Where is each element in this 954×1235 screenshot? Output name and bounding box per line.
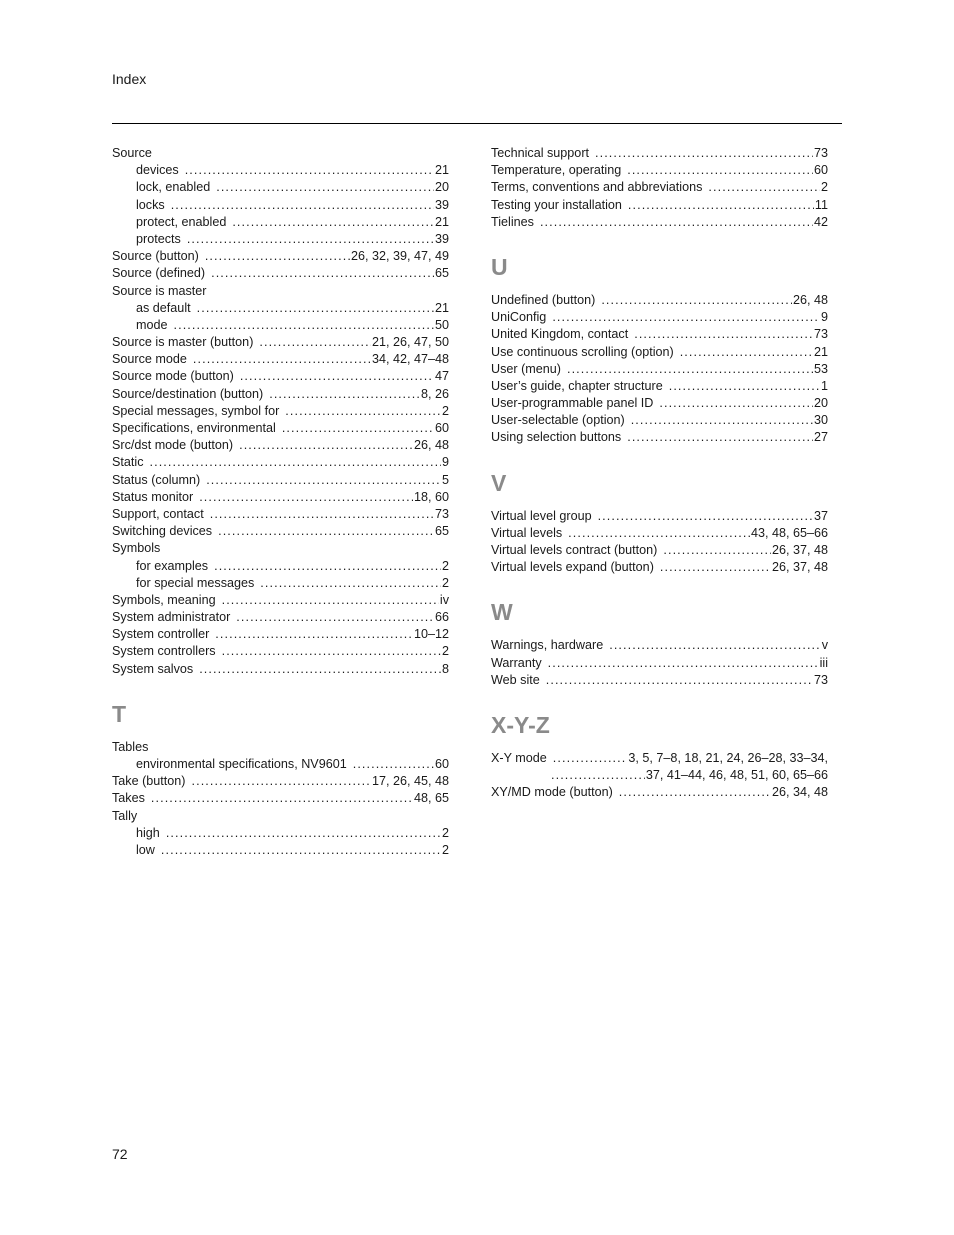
- index-page-refs: 2: [820, 180, 828, 195]
- index-entry: [112, 472, 449, 489]
- dot-leader: [598, 508, 813, 525]
- index-entry: [112, 403, 449, 420]
- index-entry: [491, 559, 828, 576]
- dot-leader: [568, 525, 750, 542]
- index-page-refs: 26, 48: [413, 438, 449, 453]
- index-page-refs: 1: [820, 378, 828, 393]
- dot-leader: [222, 643, 441, 660]
- index-column-left: [112, 145, 449, 859]
- index-entry: [491, 179, 828, 196]
- index-page-refs: 26, 37, 48: [771, 560, 828, 575]
- dot-leader: [553, 750, 628, 767]
- index-page-refs: 26, 37, 48: [771, 543, 828, 557]
- dot-leader: [236, 609, 434, 626]
- index-page-refs: 26, 34, 48: [771, 785, 828, 800]
- index-subentry: [112, 575, 449, 592]
- dot-leader: [669, 378, 820, 395]
- index-page-refs: 60: [434, 421, 449, 435]
- index-subentry: [112, 300, 449, 317]
- index-page-refs: 27: [813, 430, 828, 445]
- index-page-refs: 73: [813, 146, 828, 160]
- index-page-refs: 10–12: [413, 627, 449, 642]
- index-page-refs: 21, 26, 47, 50: [371, 335, 449, 350]
- index-entry: [112, 437, 449, 454]
- index-term: Source (button): [112, 249, 199, 264]
- running-header: Index: [112, 71, 147, 87]
- index-page-refs: 21: [813, 344, 828, 359]
- dot-leader: [631, 412, 813, 429]
- index-subentry: [112, 317, 449, 334]
- dot-leader: [192, 773, 371, 790]
- index-term: mode: [136, 317, 168, 332]
- index-page-refs: iv: [439, 592, 449, 607]
- index-entry: [112, 643, 449, 660]
- index-term: System controllers: [112, 644, 216, 659]
- index-page-refs: 65: [434, 524, 449, 539]
- index-entry: [491, 750, 828, 767]
- page-number: 72: [112, 1146, 128, 1162]
- dot-leader: [269, 386, 420, 403]
- index-term: Symbols, meaning: [112, 592, 216, 607]
- index-entry: [112, 386, 449, 403]
- index-entry: [491, 326, 828, 343]
- index-page-refs: 73: [813, 327, 828, 342]
- dot-leader: [259, 334, 371, 351]
- index-page-refs: 17, 26, 45, 48: [371, 774, 449, 789]
- index-page-refs: 65: [434, 266, 449, 281]
- dot-leader: [540, 214, 813, 231]
- index-term: Virtual level group: [491, 508, 592, 523]
- index-page-refs: 43, 48, 65–66: [750, 525, 828, 540]
- index-heading-term: Source: [112, 146, 152, 160]
- dot-leader: [174, 317, 434, 334]
- index-page-refs: 50: [434, 317, 449, 332]
- dot-leader: [199, 661, 441, 678]
- dot-leader: [206, 472, 441, 489]
- index-entry: [112, 420, 449, 437]
- dot-leader: [260, 575, 441, 592]
- dot-leader: [215, 626, 413, 643]
- index-entry: [491, 672, 828, 689]
- index-term: for examples: [136, 558, 209, 573]
- dot-leader: [216, 179, 434, 196]
- index-heading-term: Tables: [112, 739, 149, 754]
- index-term: User-programmable panel ID: [491, 396, 654, 411]
- index-entry: [112, 523, 449, 540]
- index-entry-continuation: [491, 767, 828, 784]
- index-term: environmental specifications, NV9601: [136, 757, 347, 771]
- dot-leader: [214, 558, 441, 575]
- dot-leader: [240, 368, 434, 385]
- index-page-refs: 2: [441, 644, 449, 659]
- index-page-refs: 11: [814, 197, 828, 212]
- dot-leader: [232, 214, 434, 231]
- dot-leader: [161, 842, 441, 859]
- index-page-refs: 9: [441, 455, 449, 470]
- index-term: System controller: [112, 627, 210, 642]
- index-page-refs: 21: [434, 300, 449, 315]
- index-term: Web site: [491, 672, 540, 687]
- index-term: Virtual levels expand (button): [491, 560, 654, 575]
- dot-leader: [627, 162, 813, 179]
- dot-leader: [634, 326, 813, 343]
- index-page-refs: 26, 32, 39, 47, 49: [350, 249, 449, 264]
- index-entry: [491, 525, 828, 542]
- dot-leader: [609, 637, 820, 654]
- index-term: as default: [136, 300, 191, 315]
- index-entry: [112, 489, 449, 506]
- index-term: protect, enabled: [136, 214, 227, 229]
- dot-leader: [680, 344, 813, 361]
- dot-leader: [285, 403, 441, 420]
- index-page-refs: 2: [441, 575, 449, 590]
- index-term: User (menu): [491, 361, 561, 376]
- index-entry: [491, 344, 828, 361]
- dot-leader: [218, 523, 434, 540]
- index-entry: [112, 265, 449, 282]
- index-page-refs: 3, 5, 7–8, 18, 21, 24, 26–28, 33–34,: [628, 750, 828, 765]
- index-term: Warnings, hardware: [491, 638, 604, 653]
- index-entry: [491, 637, 828, 654]
- index-term: Terms, conventions and abbreviations: [491, 180, 703, 195]
- index-entry: [491, 655, 828, 672]
- index-entry: [112, 368, 449, 385]
- index-page-refs: 20: [813, 396, 828, 411]
- index-term: devices: [136, 163, 179, 178]
- dot-leader: [567, 361, 813, 378]
- index-page-refs: iii: [819, 655, 828, 670]
- index-page-refs: 2: [441, 842, 449, 857]
- index-entry: [112, 506, 449, 523]
- index-term: locks: [136, 197, 165, 212]
- index-page-refs: 18, 60: [413, 489, 449, 504]
- index-page-refs: 66: [434, 610, 449, 625]
- index-term: UniConfig: [491, 310, 547, 325]
- dot-leader: [628, 197, 814, 214]
- dot-leader: [187, 231, 434, 248]
- index-page-refs: v: [821, 638, 828, 653]
- index-entry: [491, 197, 828, 214]
- index-subentry: [112, 825, 449, 842]
- index-page-refs: 39: [434, 197, 449, 212]
- dot-leader: [197, 300, 434, 317]
- index-page-refs: 26, 48: [792, 292, 828, 307]
- index-page-refs: 60: [434, 757, 449, 771]
- index-page-refs: 48, 65: [413, 791, 449, 806]
- dot-leader: [239, 437, 413, 454]
- header-rule: [112, 123, 842, 124]
- index-term: System salvos: [112, 661, 194, 676]
- dot-leader: [601, 292, 792, 309]
- index-term: high: [136, 825, 160, 840]
- index-term: Status (column): [112, 472, 201, 487]
- index-page-refs: 2: [441, 403, 449, 418]
- index-term: Testing your installation: [491, 197, 622, 212]
- index-page-refs: 8, 26: [420, 386, 449, 401]
- index-term: User-selectable (option): [491, 413, 625, 428]
- index-page-refs: 34, 42, 47–48: [371, 352, 449, 367]
- index-entry: [491, 412, 828, 429]
- index-term: Virtual levels contract (button): [491, 543, 658, 557]
- index-term: low: [136, 842, 155, 857]
- index-term: Warranty: [491, 655, 542, 670]
- index-page-refs: 37: [813, 508, 828, 523]
- dot-leader: [171, 197, 434, 214]
- dot-leader: [166, 825, 441, 842]
- index-term: XY/MD mode (button): [491, 785, 613, 800]
- index-entry: [491, 429, 828, 446]
- index-subentry: [112, 179, 449, 196]
- index-term: Switching devices: [112, 524, 213, 539]
- index-page-refs: 2: [441, 825, 449, 840]
- index-entry: [491, 309, 828, 326]
- index-term: Src/dst mode (button): [112, 438, 234, 453]
- index-term: Specifications, environmental: [112, 421, 276, 435]
- index-page-refs: 42: [813, 214, 828, 229]
- section-letter-u: U: [491, 253, 508, 280]
- index-heading-term: Symbols: [112, 541, 161, 556]
- index-page-refs: 2: [441, 558, 449, 573]
- index-entry: [112, 609, 449, 626]
- index-entry: [491, 378, 828, 395]
- index-entry: [491, 542, 828, 559]
- index-term: Special messages, symbol for: [112, 403, 280, 418]
- dot-leader: [282, 420, 434, 437]
- dot-leader: [659, 395, 813, 412]
- section-letter-x-y-z: X-Y-Z: [491, 711, 550, 738]
- dot-leader: [627, 429, 813, 446]
- dot-leader: [151, 790, 413, 807]
- index-entry: [491, 784, 828, 801]
- index-page-refs: 53: [813, 361, 828, 376]
- index-subentry: [112, 842, 449, 859]
- dot-leader: [548, 655, 819, 672]
- dot-leader: [552, 309, 820, 326]
- index-term: lock, enabled: [136, 180, 211, 195]
- index-term: Static: [112, 455, 144, 470]
- dot-leader: [211, 265, 434, 282]
- dot-leader: [663, 542, 771, 559]
- index-subentry: [112, 197, 449, 214]
- index-page-refs: 37, 41–44, 46, 48, 51, 60, 65–66: [645, 768, 828, 783]
- index-entry: [491, 361, 828, 378]
- index-term: Source mode (button): [112, 369, 234, 384]
- index-term: System administrator: [112, 610, 231, 625]
- index-entry: [491, 508, 828, 525]
- index-page-refs: 60: [813, 163, 828, 178]
- index-subentry: [112, 214, 449, 231]
- index-entry: [112, 334, 449, 351]
- dot-leader: [210, 506, 434, 523]
- dot-leader: [193, 351, 371, 368]
- index-term: Use continuous scrolling (option): [491, 344, 674, 359]
- index-term: Technical support: [491, 146, 590, 160]
- index-page-refs: 21: [434, 163, 449, 178]
- index-term: Source is master (button): [112, 335, 254, 350]
- index-entry: [112, 351, 449, 368]
- index-entry: [112, 592, 449, 609]
- index-entry: [491, 214, 828, 231]
- index-entry: [491, 145, 828, 162]
- index-term: Virtual levels: [491, 525, 563, 540]
- dot-leader: [660, 559, 771, 576]
- index-subentry: [112, 558, 449, 575]
- index-heading-term: Source is master: [112, 283, 207, 298]
- section-letter-v: V: [491, 469, 507, 496]
- index-page-refs: 73: [434, 506, 449, 521]
- dot-leader: [205, 248, 350, 265]
- dot-leader: [199, 489, 413, 506]
- index-term: Take (button): [112, 774, 186, 789]
- index-entry: [112, 248, 449, 265]
- section-letter-w: W: [491, 599, 513, 626]
- index-entry: [112, 626, 449, 643]
- index-page-refs: 39: [434, 231, 449, 246]
- index-subentry: [112, 162, 449, 179]
- index-page-refs: 30: [813, 413, 828, 428]
- index-heading-term: Tally: [112, 808, 138, 823]
- section-letter-t: T: [112, 700, 127, 727]
- index-entry: [112, 661, 449, 678]
- dot-leader: [619, 784, 771, 801]
- index-subentry: [112, 756, 449, 773]
- index-page-refs: 21: [434, 214, 449, 229]
- index-term: protects: [136, 231, 181, 246]
- index-term: Temperature, operating: [491, 163, 622, 178]
- index-term: Source mode: [112, 352, 187, 367]
- dot-leader: [546, 672, 813, 689]
- index-term: Source (defined): [112, 266, 206, 281]
- index-page-refs: 73: [813, 672, 828, 687]
- index-entry: [491, 162, 828, 179]
- dot-leader: [150, 454, 441, 471]
- index-term: Using selection buttons: [491, 430, 622, 445]
- index-term: for special messages: [136, 575, 255, 590]
- index-term: Tielines: [491, 214, 534, 229]
- index-entry: [491, 395, 828, 412]
- index-entry: [112, 454, 449, 471]
- index-column-right: [491, 145, 828, 802]
- dot-leader: [708, 179, 820, 196]
- index-term: Source/destination (button): [112, 386, 264, 401]
- dot-leader: [222, 592, 439, 609]
- index-term: X-Y mode: [491, 750, 547, 765]
- index-term: Support, contact: [112, 506, 204, 521]
- index-page-refs: 8: [441, 661, 449, 676]
- index-entry: [112, 790, 449, 807]
- index-entry: [491, 292, 828, 309]
- dot-leader: [595, 145, 813, 162]
- index-page-refs: 5: [441, 472, 449, 487]
- index-term: Takes: [112, 791, 145, 806]
- index-page-refs: 47: [434, 369, 449, 384]
- index-term: User’s guide, chapter structure: [491, 378, 663, 393]
- index-term: Status monitor: [112, 489, 194, 504]
- dot-leader: [353, 756, 434, 773]
- index-term: Undefined (button): [491, 292, 596, 307]
- dot-leader: [551, 767, 645, 784]
- index-page-refs: 20: [434, 180, 449, 195]
- index-page-refs: 9: [820, 310, 828, 325]
- index-term: United Kingdom, contact: [491, 327, 629, 342]
- dot-leader: [185, 162, 434, 179]
- index-entry: [112, 773, 449, 790]
- index-subentry: [112, 231, 449, 248]
